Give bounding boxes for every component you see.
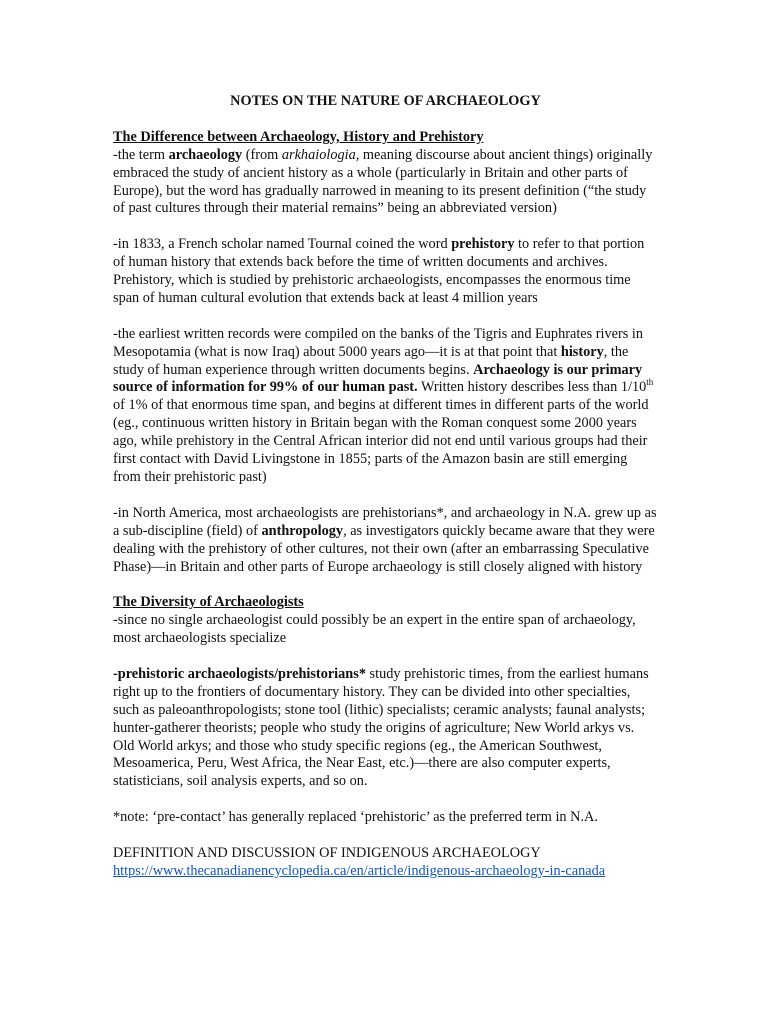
document-title: NOTES ON THE NATURE OF ARCHAEOLOGY	[230, 93, 541, 109]
bold-statement-archaeology: Archaeology is our primary source of information for 99% of our human past.	[113, 361, 643, 396]
paragraph-written-records	[113, 326, 658, 487]
term-arkhaiologia: arkhaiologia	[281, 146, 356, 163]
text-run: to refer to that portion of human history that extends back before the time of written documents and archives. Prehistory, which is studied by prehistoric archaeologists, encompasses the enormous time span of human cultural evolution that extends back at least 4 million years	[113, 236, 645, 306]
term-anthropology: anthropology	[261, 522, 344, 539]
text-run: -the earliest written records were compiled on the banks of the Tigris and Euphrates rivers in Mesopotamia (what is now Iraq) about 5000 years ago—it is at that point that	[113, 325, 644, 360]
section-heading-diversity: The Diversity of Archaeologists	[113, 594, 304, 611]
term-prehistorians: -prehistoric archaeologists/prehistorians*	[113, 665, 366, 682]
text-run: study prehistoric times, from the earliest humans right up to the frontiers of documentary history. They can be divided into other specialties, such as paleoanthropologists; stone tool (lithic) specialists; ceramic analysts; faunal analysts; hunter-gatherer theorists; people who study the origins of agriculture; New World arkys vs. Old World arkys; and those who study specific regions (eg., the American Southwest, Mesoamerica, Peru, West Africa, the Near East, etc.)—there are also computer experts, statisticians, soil analysis experts, and so on.	[113, 665, 649, 790]
term-prehistory: prehistory	[451, 236, 515, 253]
text-run: Written history describes less than 1/10	[417, 379, 647, 396]
note-pre-contact: *note: ‘pre-contact’ has generally replaced ‘prehistoric’ as the preferred term in N.A.	[113, 809, 598, 826]
text-run: -the term	[113, 146, 169, 163]
section-heading-difference: The Difference between Archaeology, History and Prehistory	[113, 128, 484, 145]
term-archaeology: archaeology	[168, 146, 243, 163]
term-history: history	[560, 343, 604, 360]
text-run: -in 1833, a French scholar named Tournal coined the word	[113, 236, 452, 253]
paragraph-specialize: -since no single archaeologist could possibly be an expert in the entire span of archaeology, most archaeologists specialize	[113, 612, 636, 647]
paragraph-prehistorians	[113, 666, 658, 791]
paragraph-archaeology-term	[113, 147, 658, 219]
indigenous-archaeology-heading: DEFINITION AND DISCUSSION OF INDIGENOUS ARCHAEOLOGY	[113, 844, 541, 861]
paragraph-prehistory	[113, 236, 658, 308]
superscript-th: th	[646, 377, 654, 388]
paragraph-north-america	[113, 505, 658, 577]
text-run: , meaning discourse about ancient things) originally embraced the study of ancient history as a whole (particularly in Britain and other parts of Europe), but the word has gradually narrowed in meaning to its present definition (“the study of past cultures through their material remains” being an abbreviated version)	[113, 146, 653, 217]
text-run: , the study of human experience through written documents begins.	[113, 343, 629, 378]
text-run: of 1% of that enormous time span, and begins at different times in different parts of the world (eg., continuous written history in Britain began with the Roman conquest some 2000 years ago, while prehistory in the Central African interior did not end until various groups had their first contact with David Livingstone in 1855; parts of the Amazon basin are still emerging from their prehistoric past)	[113, 397, 649, 485]
indigenous-archaeology-link[interactable]: https://www.thecanadianencyclopedia.ca/en/article/indigenous-archaeology-in-canada	[113, 862, 606, 879]
text-run: (from	[242, 146, 282, 163]
text-run: -in North America, most archaeologists are prehistorians*, and archaeology in N.A. grew up as a sub-discipline (field) of	[113, 504, 657, 539]
text-run: , as investigators quickly became aware that they were dealing with the prehistory of other cultures, not their own (after an embarrassing Speculative Phase)—in Britain and other parts of Europe archaeology is still closely aligned with history	[113, 522, 655, 575]
